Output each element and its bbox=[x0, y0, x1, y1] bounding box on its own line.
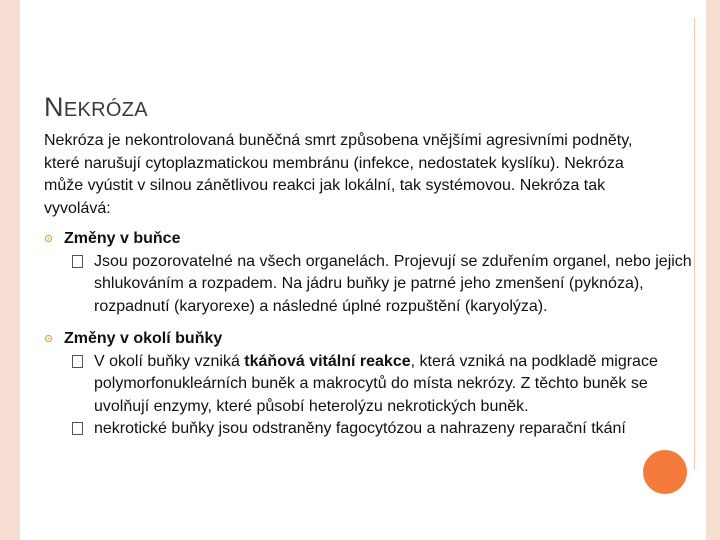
slide-divider-line bbox=[694, 18, 695, 470]
sub-item-text: Jsou pozorovatelné na všech organelách. Projevují se zduřením organel, nebo jejich shlukováním a rozpadem. Na jádru buňky je patrné jeho zmenšení (pyknóza), rozpadnutí (karyorexe) a následné úplné rozpuštění (karyolýza). bbox=[94, 252, 692, 315]
page-title: NEKRÓZA bbox=[44, 92, 148, 123]
orange-circle-icon bbox=[643, 450, 687, 494]
box-bullet-icon bbox=[72, 355, 83, 368]
sub-item-text-before: V okolí buňky vzniká bbox=[94, 352, 245, 370]
sub-list-item bbox=[64, 351, 694, 419]
intro-paragraph: Nekróza je nekontrolovaná buněčná smrt způsobena vnějšími agresivními podněty, které narušují cytoplazmatickou membránu (infekce, nedostatek kyslíku). Nekróza může vyústit v silnou zánětlivou reakci jak lokální, tak systémovou. Nekróza tak vyvolává: bbox=[44, 132, 633, 217]
sun-bullet-icon bbox=[44, 234, 53, 243]
item-title: Změny v buňce bbox=[64, 230, 181, 247]
slide-content bbox=[44, 130, 694, 441]
box-bullet-icon bbox=[72, 422, 83, 435]
sun-bullet-icon bbox=[44, 334, 53, 343]
sub-list-item bbox=[64, 418, 694, 441]
item-title: Změny v okolí buňky bbox=[64, 330, 223, 347]
slide-frame-right bbox=[706, 0, 720, 540]
slide-frame-left bbox=[0, 0, 20, 540]
sub-item-text: nekrotické buňky jsou odstraněny fagocytózou a nahrazeny reparační tkání bbox=[94, 420, 626, 437]
list-item bbox=[44, 328, 694, 441]
box-bullet-icon bbox=[72, 255, 83, 268]
list-item bbox=[44, 228, 694, 318]
sub-list-item bbox=[64, 251, 694, 319]
sub-item-text-bold: tkáňová vitální reakce bbox=[244, 352, 411, 370]
sub-item-text-after: , která vzniká na podkladě migrace polymorfonukleárních buněk a makrocytů do místa nekrózy. Z těchto buněk se uvolňují enzymy, které působí heterolýzu nekrotických buněk. bbox=[94, 352, 658, 415]
